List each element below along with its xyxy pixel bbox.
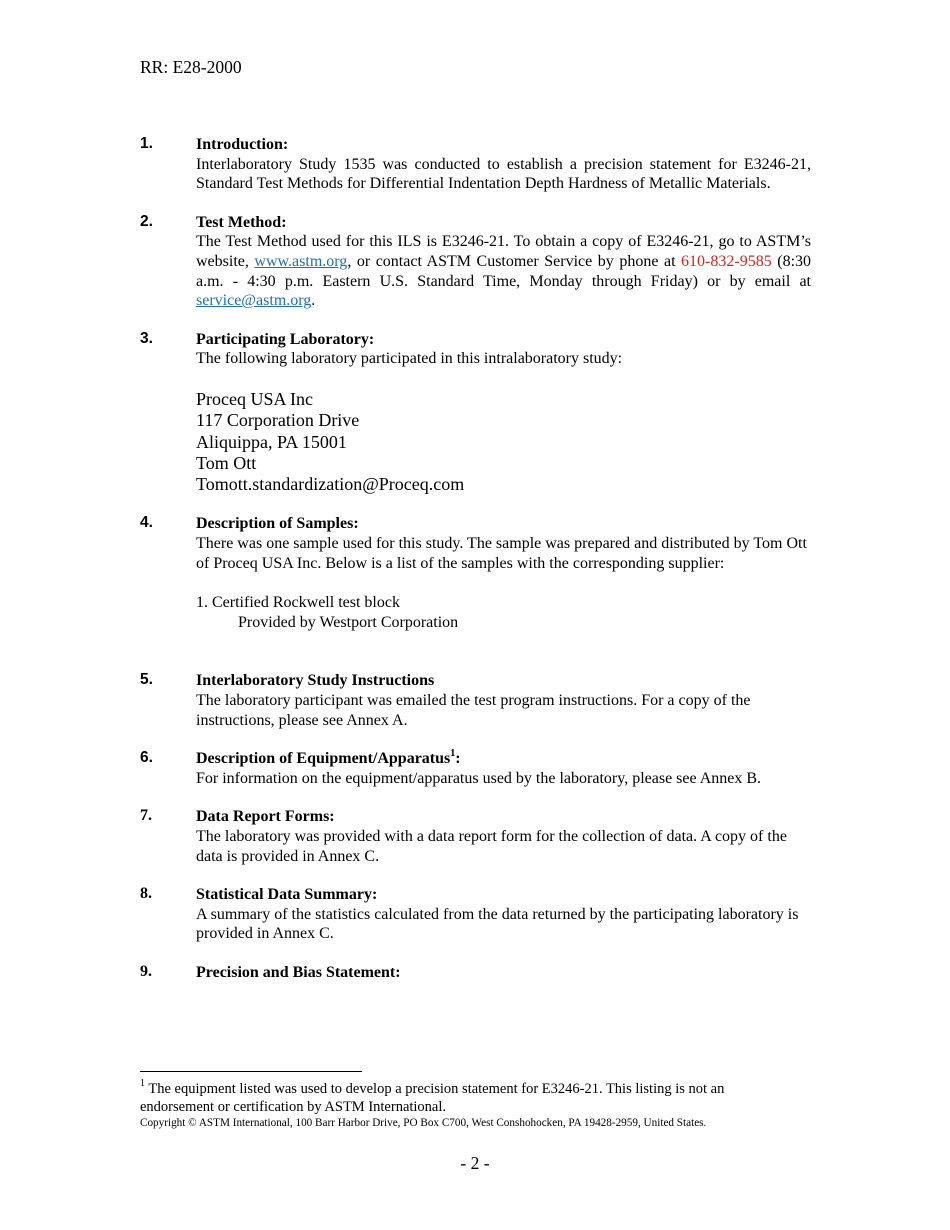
body-text: The Test Method used for this ILS is E3246-21. To obtain a copy of E3246-21, go to ASTM’s website, bbox=[196, 233, 811, 270]
section-title bbox=[196, 749, 811, 769]
section-title: Participating Laboratory: bbox=[196, 330, 375, 348]
section-precision-bias bbox=[140, 963, 811, 983]
section-title: Interlaboratory Study Instructions bbox=[196, 672, 435, 690]
section-body: The following laboratory participated in this intralaboratory study: bbox=[196, 350, 623, 368]
section-number: 2. bbox=[140, 212, 153, 230]
address-contact: Tom Ott bbox=[196, 452, 257, 473]
section-body: Interlaboratory Study 1535 was conducted to establish a precision statement for E3246-21, Standard Test Methods for Differential Indentation Depth Hardness of Metallic Materials. bbox=[196, 155, 811, 193]
section-description-of-samples bbox=[140, 514, 811, 632]
document-body bbox=[140, 135, 811, 1002]
section-number: 4. bbox=[140, 514, 153, 532]
address-city: Aliquippa, PA 15001 bbox=[196, 431, 347, 452]
section-data-report-forms bbox=[140, 807, 811, 866]
email-link[interactable]: service@astm.org bbox=[196, 292, 312, 310]
page-number: - 2 - bbox=[460, 1153, 490, 1173]
section-study-instructions bbox=[140, 671, 811, 730]
section-title: Introduction: bbox=[196, 136, 289, 153]
section-body: A summary of the statistics calculated from the data returned by the participating laboratory is provided in Annex C. bbox=[196, 905, 799, 943]
section-number: 1. bbox=[140, 135, 153, 152]
section-number: 5. bbox=[140, 671, 153, 689]
section-equipment bbox=[140, 749, 811, 788]
section-title: Test Method: bbox=[196, 213, 287, 231]
address-email: Tomott.standardization@Proceq.com bbox=[196, 474, 465, 495]
section-number: 6. bbox=[140, 749, 153, 767]
section-introduction bbox=[140, 135, 811, 194]
section-title: Statistical Data Summary: bbox=[196, 886, 378, 904]
section-body bbox=[196, 232, 811, 310]
title-suffix: : bbox=[455, 750, 461, 768]
laboratory-address bbox=[196, 389, 811, 495]
footnote-reference: 1 bbox=[450, 747, 456, 759]
section-title: Precision and Bias Statement: bbox=[196, 963, 401, 981]
section-number: 3. bbox=[140, 329, 153, 347]
footnote-separator bbox=[140, 1071, 362, 1072]
section-number: 9. bbox=[140, 962, 152, 980]
section-title: Data Report Forms: bbox=[196, 808, 335, 826]
running-header: RR: E28-2000 bbox=[140, 57, 242, 77]
website-link[interactable]: www.astm.org bbox=[254, 252, 348, 270]
section-number: 8. bbox=[140, 885, 152, 903]
copyright-notice: Copyright © ASTM International, 100 Barr Harbor Drive, PO Box C700, West Conshohocken, PA 19428-2959, United States. bbox=[140, 1117, 707, 1129]
footnote-text: The equipment listed was used to develop a precision statement for E3246-21. This listing is not an endorsement or certification by ASTM International. bbox=[140, 1081, 725, 1115]
section-test-method bbox=[140, 213, 811, 311]
body-text: (8:30 a.m. - 4:30 p.m. Eastern U.S. Standard Time, Monday through Friday) or by email at bbox=[196, 252, 812, 290]
footnote-marker: 1 bbox=[140, 1078, 145, 1090]
section-body: For information on the equipment/apparatus used by the laboratory, please see Annex B. bbox=[196, 769, 762, 787]
phone-number: 610-832-9585 bbox=[681, 252, 772, 270]
address-street: 117 Corporation Drive bbox=[196, 410, 360, 431]
title-text: Description of Equipment/Apparatus bbox=[196, 750, 451, 768]
body-text: . bbox=[311, 292, 316, 310]
footnote bbox=[140, 1078, 800, 1116]
section-title: Description of Samples: bbox=[196, 515, 359, 533]
body-text: , or contact ASTM Customer Service by phone at bbox=[347, 252, 682, 270]
section-number: 7. bbox=[140, 807, 152, 825]
list-item-supplier: Provided by Westport Corporation bbox=[238, 613, 459, 631]
section-statistical-summary bbox=[140, 885, 811, 944]
sample-list bbox=[196, 593, 811, 632]
section-body: There was one sample used for this study. The sample was prepared and distributed by Tom Ott of Proceq USA Inc. Below is a list of the samples with the corresponding supplier: bbox=[196, 535, 807, 572]
section-body: The laboratory participant was emailed the test program instructions. For a copy of the instructions, please see Annex A. bbox=[196, 691, 751, 729]
section-participating-laboratory bbox=[140, 330, 811, 496]
section-body: The laboratory was provided with a data report form for the collection of data. A copy of the data is provided in Annex C. bbox=[196, 827, 787, 865]
address-company: Proceq USA Inc bbox=[196, 388, 313, 409]
list-item: 1. Certified Rockwell test block bbox=[196, 594, 400, 612]
